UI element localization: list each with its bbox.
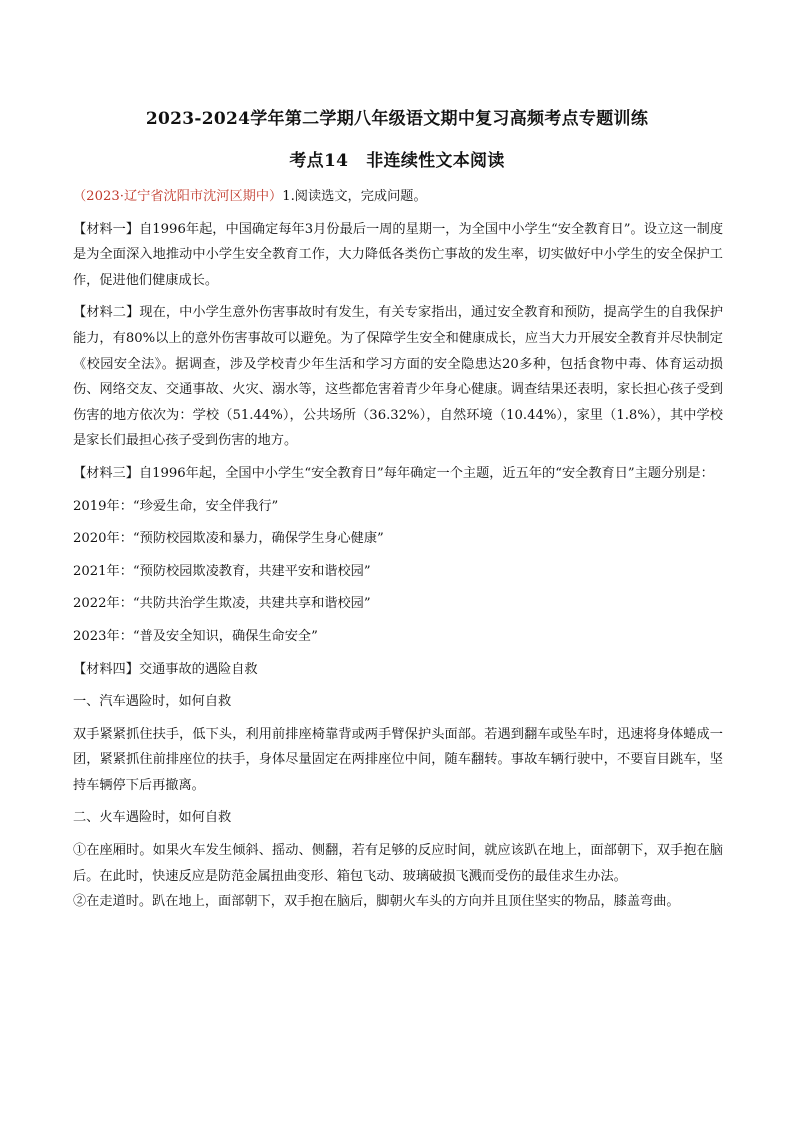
- material4-heading: 交通事故的遇险自救: [138, 661, 258, 677]
- question-source: （2023·辽宁省沈阳市沈河区期中）: [73, 189, 283, 204]
- car-section-text: 双手紧紧抓住扶手，低下头，利用前排座椅靠背或两手臂保护头面部。若遇到翻车或坠车时，迅速将身体蜷成一团，紧紧抓住前排座位的扶手，身体尽量固定在两排座位中间，随车翻转。事故车辆行驶中，不要盲目跳车，坚持车辆停下后再撤离。: [73, 726, 723, 793]
- subtitle-name: 非连续性文本阅读: [366, 151, 505, 171]
- subtitle-code: 考点14: [289, 151, 349, 171]
- document-subtitle: [0, 146, 794, 171]
- question-prompt: 1.阅读选文，完成问题。: [282, 189, 427, 204]
- material3-paragraph: [73, 461, 723, 487]
- material3-label: 【材料三】: [73, 465, 139, 481]
- material1-text: 自1996年起，中国确定每年3月份最后一周的星期一，为全国中小学生“安全教育日”。设立这一制度是为全面深入地推动中小学生安全教育工作，大力降低各类伤亡事故的发生率，切实做好中小学生的安全保护工作，促进他们健康成长。: [73, 221, 724, 288]
- material2-label: 【材料二】: [73, 305, 140, 321]
- car-section-title: 一、汽车遇险时，如何自救: [73, 694, 232, 710]
- material1-label: 【材料一】: [73, 221, 140, 237]
- theme-item: 2023年：“普及安全知识，确保生命安全”: [73, 628, 318, 644]
- material4-heading-line: [73, 657, 723, 683]
- material2-paragraph: [73, 300, 723, 454]
- theme-item: 2019年：“珍爱生命，安全伴我行”: [73, 498, 279, 514]
- document-body: [73, 184, 723, 915]
- material2-text: 现在，中小学生意外伤害事故时有发生，有关专家指出，通过安全教育和预防，提高学生的自我保护能力，有80%以上的意外伤害事故可以避免。为了保障学生安全和健康成长，应当大力开展安全教育并尽快制定《校园安全法》。据调查，涉及学校青少年生活和学习方面的安全隐患达20多种，包括食物中毒、体育运动损伤、网络交友、交通事故、火灾、溺水等，这些都危害着青少年身心健康。调查结果还表明，家长担心孩子受到伤害的地方依次为：学校（51.44%），公共场所（36.32%），自然环境（10.44%），家里（1.8%），其中学校是家长们最担心孩子受到伤害的地方。: [73, 305, 724, 449]
- train-item-1: ①在座厢时。如果火车发生倾斜、摇动、侧翻，若有足够的反应时间，就应该趴在地上，面部朝下，双手抱在脑后。在此时，快速反应是防范金属扭曲变形、箱包飞动、玻璃破损飞溅而受伤的最佳求生办法。: [73, 843, 723, 884]
- theme-item: 2022年：“共防共治学生欺凌，共建共享和谐校园”: [73, 596, 371, 612]
- question-line: [73, 184, 723, 210]
- theme-item: 2021年：“预防校园欺凌教育，共建平安和谐校园”: [73, 563, 371, 579]
- document-title: 2023-2024学年第二学期八年级语文期中复习高频考点专题训练: [145, 109, 649, 129]
- material4-label: 【材料四】: [73, 661, 139, 677]
- train-section-title: 二、火车遇险时，如何自救: [73, 810, 232, 826]
- material1-paragraph: [73, 217, 723, 294]
- material3-text: 自1996年起，全国中小学生“安全教育日”每年确定一个主题，近五年的“安全教育日”主题分别是：: [138, 465, 714, 481]
- theme-item: 2020年：“预防校园欺凌和暴力，确保学生身心健康”: [73, 531, 384, 547]
- train-item-2: ②在走道时。趴在地上，面部朝下，双手抱在脑后，脚朝火车头的方向并且顶住坚实的物品，膝盖弯曲。: [73, 894, 680, 910]
